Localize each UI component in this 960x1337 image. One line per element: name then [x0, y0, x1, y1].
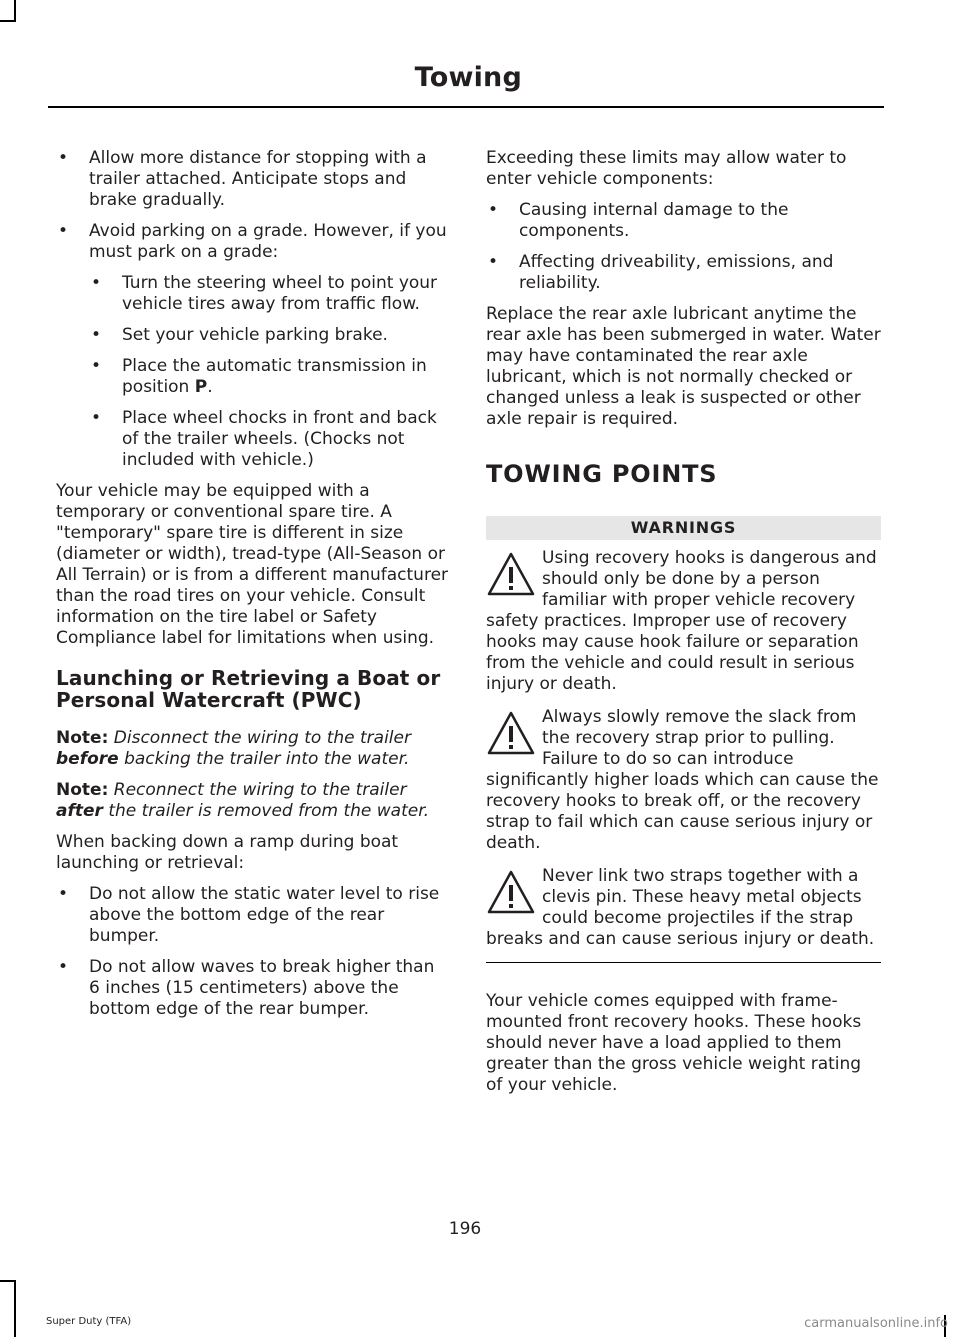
- sub-list-item: • Place wheel chocks in front and back of the trailer wheels. (Chocks not included with vehicle.): [89, 408, 448, 471]
- warning-triangle-icon: [486, 709, 536, 759]
- note-emphasis: before: [56, 749, 119, 769]
- sub-list-item: [89, 356, 448, 398]
- crop-mark: [0, 20, 16, 22]
- crop-mark: [14, 0, 16, 20]
- towing-points-heading: TOWING POINTS: [486, 460, 718, 488]
- list-item: • Do not allow waves to break higher than 6 inches (15 centimeters) above the bottom edge of the rear bumper.: [56, 957, 448, 1020]
- crop-mark: [14, 1280, 16, 1337]
- spare-tire-paragraph: Your vehicle may be equipped with a temporary or conventional spare tire. A "temporary" spare tire is different in size (diameter or width), tread-type (All-Season or All Terrain) or is from a different manufacturer than the road tires on your vehicle. Consult information on the tire label or Safety Compliance label for limitations when using.: [56, 481, 449, 648]
- transmission-text: Place the automatic transmission in position: [122, 356, 427, 397]
- warning-triangle-icon: [486, 550, 536, 600]
- list-item: • Causing internal damage to the components.: [486, 200, 881, 242]
- watermark: carmanualsonline.info: [804, 1316, 948, 1331]
- note-text: the trailer is removed from the water.: [108, 801, 430, 821]
- warning-item: [486, 707, 881, 854]
- note-disconnect: [56, 728, 448, 770]
- exceed-intro: Exceeding these limits may allow water to enter vehicle components:: [486, 148, 847, 189]
- left-column: [56, 148, 448, 1030]
- transmission-period: .: [207, 377, 213, 397]
- warning-triangle-icon: [486, 868, 536, 918]
- warning-text: Never link two straps together with a clevis pin. These heavy metal objects could become projectiles if the strap breaks and can cause serious injury or death.: [486, 866, 875, 949]
- note-text: Reconnect the wiring to the trailer: [113, 780, 407, 800]
- note-text: backing the trailer into the water.: [124, 749, 410, 769]
- warning-item: [486, 548, 881, 695]
- note-emphasis: after: [56, 801, 103, 821]
- warnings-end-rule: [486, 962, 881, 963]
- warning-item: [486, 866, 881, 950]
- sub-list-item: • Set your vehicle parking brake.: [89, 325, 448, 346]
- transmission-position: P: [194, 377, 208, 397]
- warning-text: Always slowly remove the slack from the recovery strap prior to pulling. Failure to do so can introduce significantly higher loads which can cause the recovery hooks to break off, or the recovery strap to fail which can cause serious injury or death.: [486, 707, 879, 853]
- page-number: 196: [448, 1219, 482, 1239]
- footer-model: Super Duty (TFA): [46, 1316, 132, 1327]
- warning-text: Using recovery hooks is dangerous and should only be done by a person familiar with proper vehicle recovery safety practices. Improper use of recovery hooks may cause hook failure or separation from the vehicle and could result in serious injury or death.: [486, 548, 877, 694]
- sub-list: [56, 273, 448, 471]
- note-reconnect: [56, 780, 448, 822]
- note-label: Note:: [56, 780, 109, 800]
- hooks-paragraph: Your vehicle comes equipped with frame-mounted front recovery hooks. These hooks should never have a load applied to them greater than the gross vehicle weight rating of your vehicle.: [486, 991, 862, 1095]
- sub-list-item: • Turn the steering wheel to point your vehicle tires away from traffic flow.: [89, 273, 448, 315]
- list-item: • Avoid parking on a grade. However, if you must park on a grade:: [56, 221, 448, 263]
- warnings-header: WARNINGS: [486, 516, 881, 540]
- crop-mark: [0, 1280, 16, 1282]
- page-title: Towing: [414, 62, 522, 93]
- note-text: Disconnect the wiring to the trailer: [113, 728, 411, 748]
- note-label: Note:: [56, 728, 109, 748]
- right-column: [486, 148, 881, 1106]
- section-heading: Launching or Retrieving a Boat or Personal Watercraft (PWC): [56, 666, 441, 712]
- axle-paragraph: Replace the rear axle lubricant anytime the rear axle has been submerged in water. Water may have contaminated the rear axle lubricant, which is not normally checked or changed unless a leak is suspected or other axle repair is required.: [486, 304, 881, 429]
- header-divider: [48, 106, 884, 108]
- list-item: • Allow more distance for stopping with a trailer attached. Anticipate stops and brake gradually.: [56, 148, 448, 211]
- ramp-intro: When backing down a ramp during boat launching or retrieval:: [56, 832, 399, 873]
- list-item: • Affecting driveability, emissions, and reliability.: [486, 252, 881, 294]
- list-item: • Do not allow the static water level to rise above the bottom edge of the rear bumper.: [56, 884, 448, 947]
